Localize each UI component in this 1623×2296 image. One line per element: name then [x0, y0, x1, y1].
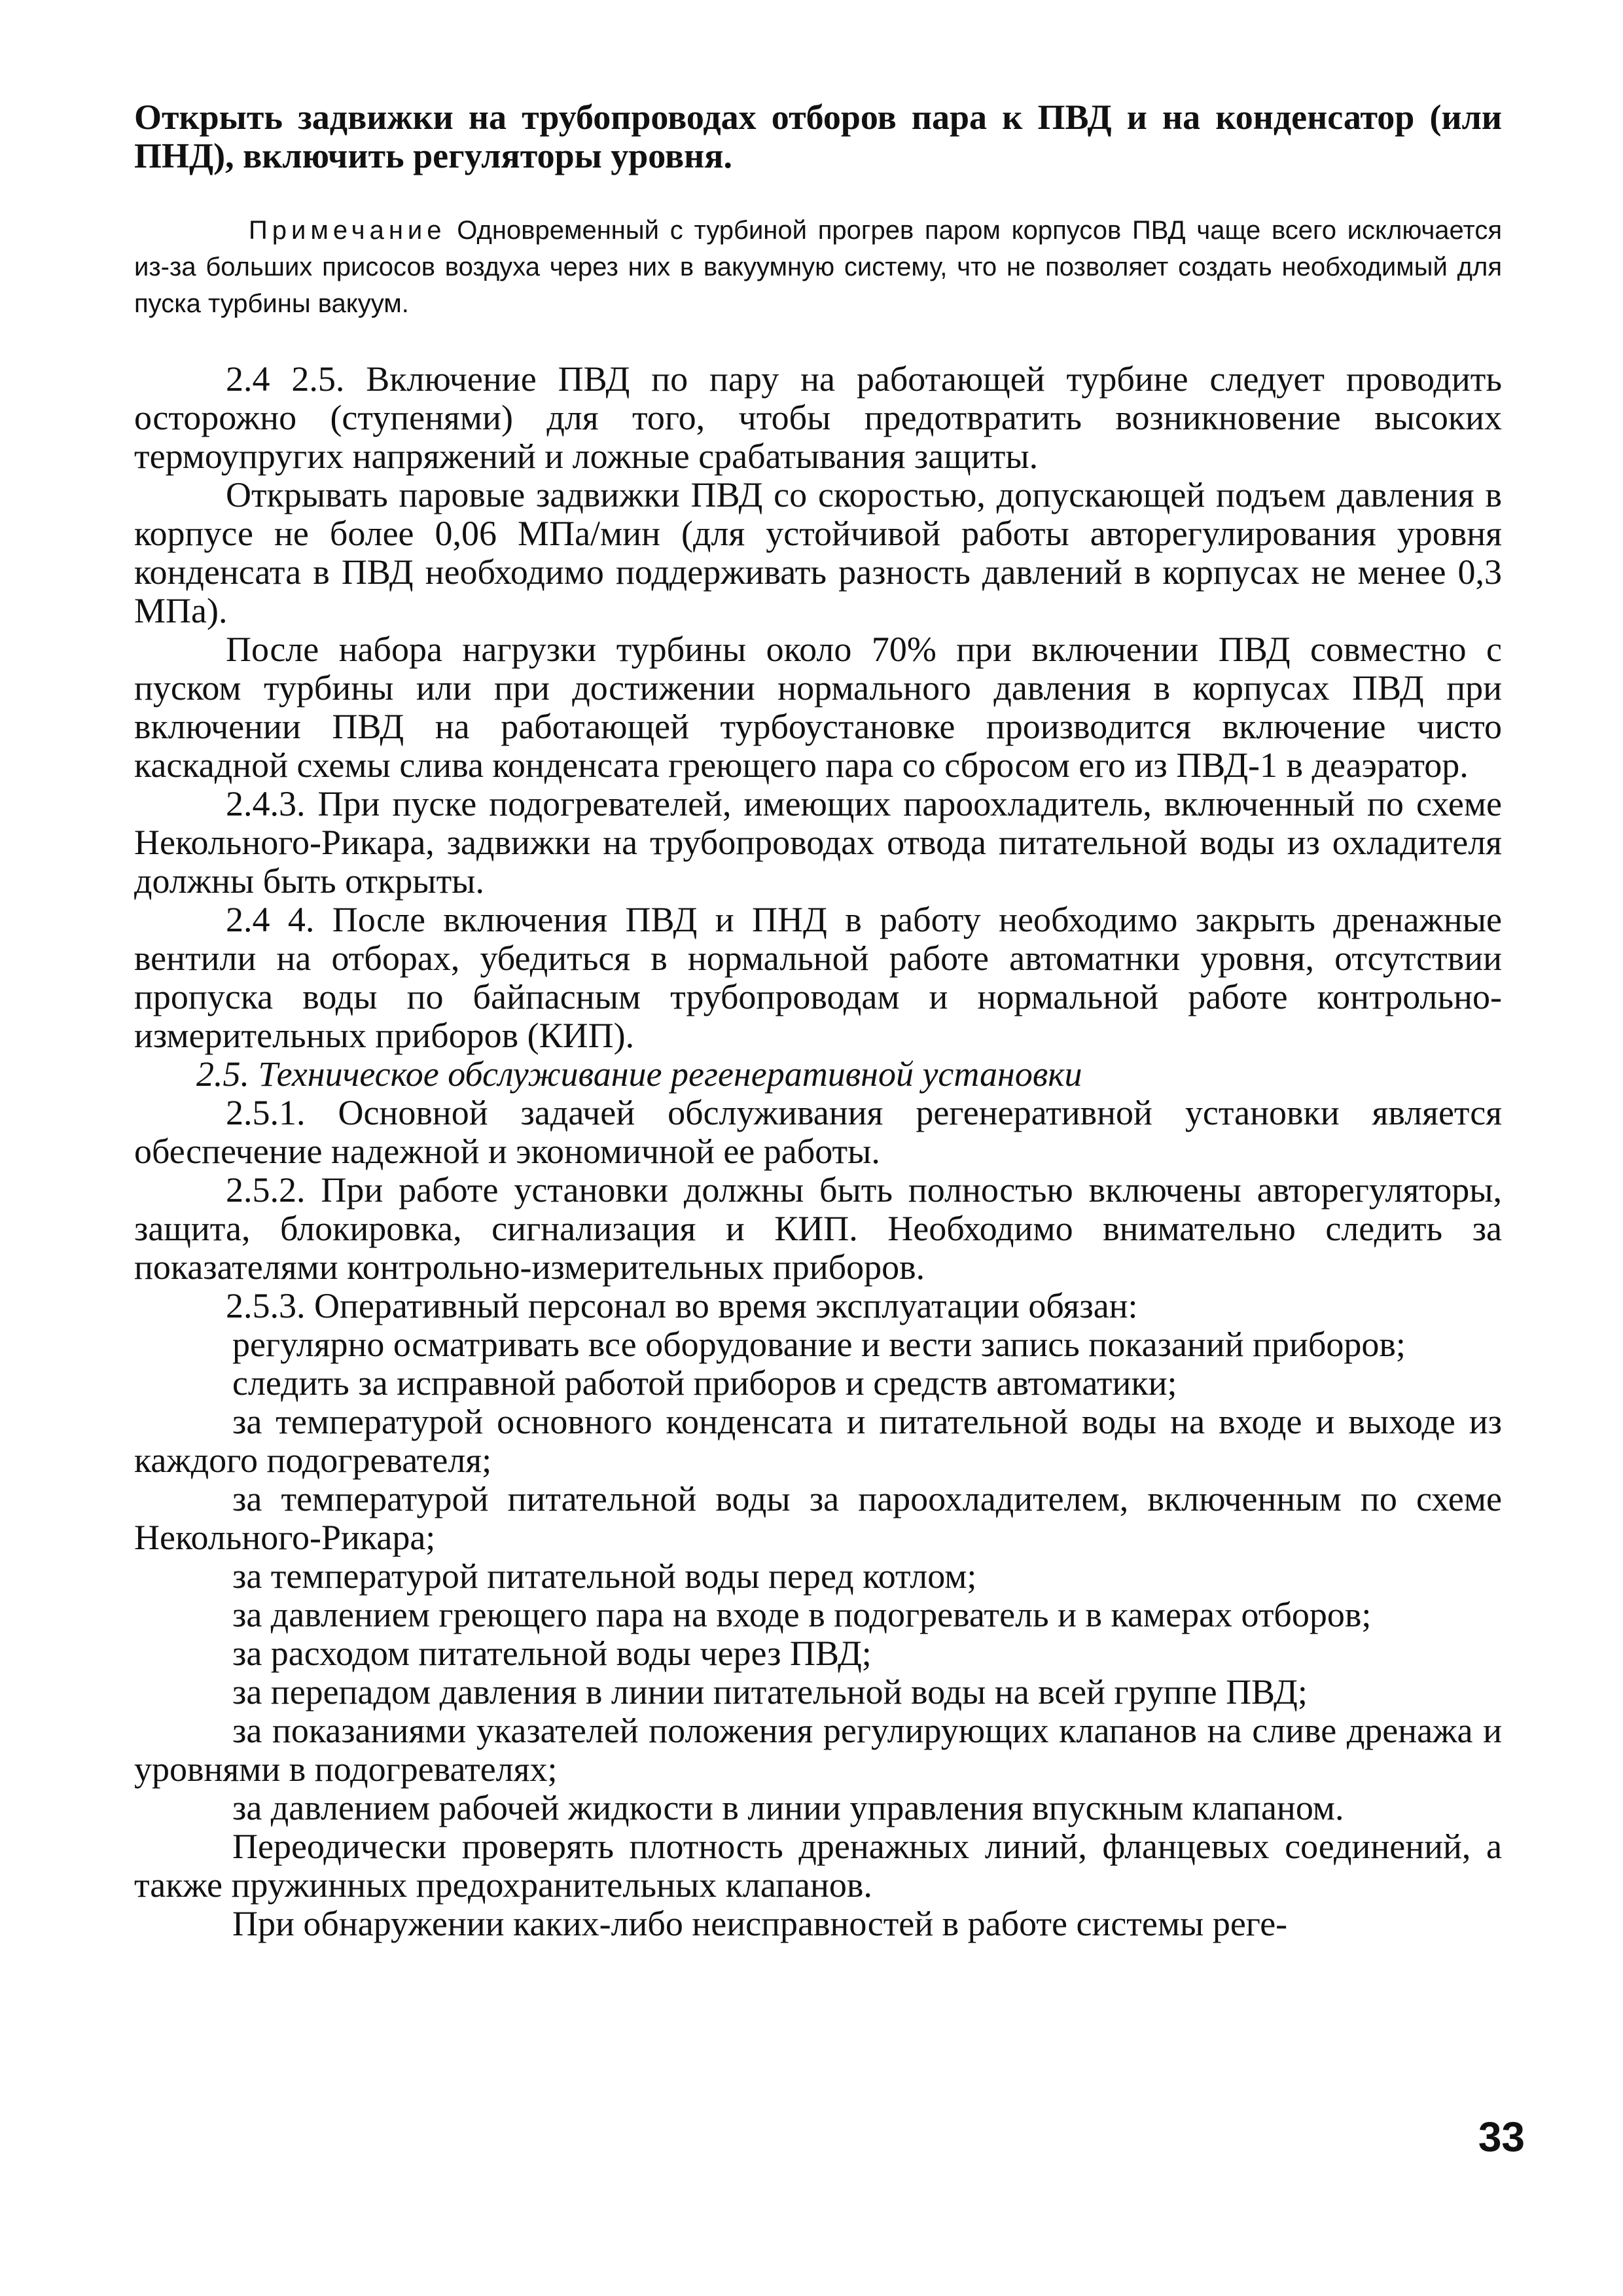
intro-paragraph: Открыть задвижки на трубопроводах отборов пара к ПВД и на конденсатор (или ПНД), включить регуляторы уровня. [134, 98, 1502, 175]
paragraph-2-4-4: 2.4 4. После включения ПВД и ПНД в работу необходимо закрыть дренажные вентили на отборах, убедиться в нормальной работе автоматнки уровня, отсутствии пропуска воды по байпасным трубопроводам и нормальной работе контрольно-измерительных приборов (КИП). [134, 900, 1502, 1055]
list-item: за давлением греющего пара на входе в подогреватель и в камерах отборов; [232, 1595, 1372, 1634]
paragraph-2-5-3: 2.5.3. Оперативный персонал во время эксплуатации обязан: [226, 1286, 1138, 1325]
page-number: 33 [1478, 2113, 1525, 2161]
duties-list [134, 1325, 1502, 1827]
paragraph-2-4-2-5: 2.4 2.5. Включение ПВД по пару на работающей турбине следует проводить осторожно (ступенями) для того, чтобы предотвратить возникновение высоких термоупругих напряжений и ложные срабатывания защиты. [134, 359, 1502, 476]
list-item: за перепадом давления в линии питательной воды на всей группе ПВД; [232, 1672, 1308, 1712]
paragraph-load-70: После набора нагрузки турбины около 70% при включении ПВД совместно с пуском турбины или при достижении нормального давления в корпусах ПВД при включении ПВД на работающей турбоустановке производится включение чисто каскадной схемы слива конденсата греющего пара со сбросом его из ПВД-1 в деаэратор. [134, 630, 1502, 785]
list-item: за температурой питательной воды за пароохладителем, включенным по схеме Некольного-Рикара; [134, 1479, 1502, 1557]
paragraph-2-5-1: 2.5.1. Основной задачей обслуживания регенеративной установки является обеспечение надежной и экономичной ее работы. [134, 1093, 1502, 1171]
list-item: регулярно осматривать все оборудование и вести запись показаний приборов; [232, 1325, 1406, 1364]
paragraph-2-4-3: 2.4.3. При пуске подогревателей, имеющих пароохладитель, включенный по схеме Некольного-Рикара, задвижки на трубопроводах отвода питательной воды из охладителя должны быть открыты. [134, 784, 1502, 901]
list-item: за температурой основного конденсата и питательной воды на входе и выходе из каждого подогревателя; [134, 1402, 1502, 1480]
paragraph-periodic-check: Переодически проверять плотность дренажных линий, фланцевых соединений, а также пружинных предохранительных клапанов. [134, 1827, 1502, 1905]
list-item: за расходом питательной воды через ПВД; [232, 1634, 872, 1673]
section-heading-2-5: 2.5. Техническое обслуживание регенеративной установки [196, 1054, 1082, 1094]
list-item: за давлением рабочей жидкости в линии управления впускным клапаном. [232, 1788, 1344, 1827]
note-text: Одновременный с турбиной прогрев паром корпусов ПВД чаще всего исключается из-за больших присосов воздуха через них в вакуумную систему, что не позволяет создать необходимый для пуска турбины вакуум. [134, 216, 1502, 318]
paragraph-malfunction: При обнаружении каких-либо неисправностей в работе системы реге- [232, 1904, 1288, 1943]
list-item: за показаниями указателей положения регулирующих клапанов на сливе дренажа и уровнями в подогревателях; [134, 1711, 1502, 1789]
list-item: следить за исправной работой приборов и средств автоматики; [232, 1363, 1177, 1403]
paragraph-steam-valves: Открывать паровые задвижки ПВД со скоростью, допускающей подъем давления в корпусе не более 0,06 МПа/мин (для устойчивой работы авторегулирования уровня конденсата в ПВД необходимо поддерживать разность давлений в корпусах не менее 0,3 МПа). [134, 475, 1502, 630]
paragraph-2-5-2: 2.5.2. При работе установки должны быть полностью включены авторегуляторы, защита, блокировка, сигнализация и КИП. Необходимо внимательно следить за показателями контрольно-измерительных приборов. [134, 1170, 1502, 1287]
note-block [134, 212, 1502, 322]
document-page [134, 98, 1502, 1943]
list-item: за температурой питательной воды перед котлом; [232, 1556, 977, 1596]
note-label: Примечание [249, 216, 446, 245]
